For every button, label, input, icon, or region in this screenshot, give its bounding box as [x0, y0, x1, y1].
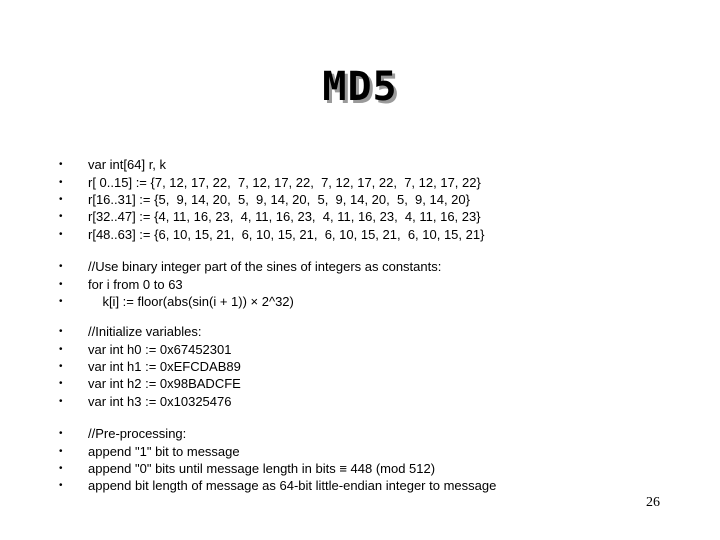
- code-line: r[48..63] := {6, 10, 15, 21, 6, 10, 15, 21, 6, 10, 15, 21, 6, 10, 15, 21}: [88, 226, 485, 242]
- bullet-icon: •: [59, 278, 63, 290]
- code-group-constants: [55, 258, 675, 310]
- list-item: [55, 191, 675, 208]
- list-item: [55, 275, 675, 292]
- code-group-round-shifts: [55, 156, 675, 243]
- page-number: 26: [646, 495, 660, 510]
- code-line: //Use binary integer part of the sines of integers as constants:: [88, 259, 442, 275]
- bullet-icon: •: [59, 295, 63, 307]
- code-line: //Pre-processing:: [88, 426, 187, 442]
- list-item: [55, 442, 675, 459]
- bullet-icon: •: [59, 445, 63, 457]
- code-line: //Initialize variables:: [88, 324, 202, 340]
- bullet-icon: •: [59, 211, 63, 223]
- bullet-icon: •: [59, 261, 63, 273]
- code-line: append "1" bit to message: [88, 443, 240, 459]
- code-group-init-variables: [55, 323, 675, 410]
- bullet-icon: •: [59, 378, 63, 390]
- list-item: [55, 460, 675, 477]
- list-item: [55, 425, 675, 442]
- list-item: [55, 375, 675, 392]
- bullet-icon: •: [59, 480, 63, 492]
- code-line: var int h3 := 0x10325476: [88, 393, 232, 409]
- list-item: [55, 358, 675, 375]
- code-line: var int h2 := 0x98BADCFE: [88, 376, 241, 392]
- code-line: k[i] := floor(abs(sin(i + 1)) × 2^32): [88, 293, 294, 309]
- bullet-icon: •: [59, 228, 63, 240]
- bullet-icon: •: [59, 462, 63, 474]
- bullet-icon: •: [59, 360, 63, 372]
- code-line: append "0" bits until message length in bits ≡ 448 (mod 512): [88, 460, 436, 476]
- code-line: r[16..31] := {5, 9, 14, 20, 5, 9, 14, 20, 5, 9, 14, 20, 5, 9, 14, 20}: [88, 191, 470, 207]
- list-item: [55, 293, 675, 310]
- list-item: [55, 340, 675, 357]
- code-line: for i from 0 to 63: [88, 276, 183, 292]
- code-line: var int h1 := 0xEFCDAB89: [88, 358, 241, 374]
- list-item: [55, 208, 675, 225]
- bullet-icon: •: [59, 428, 63, 440]
- bullet-icon: •: [59, 193, 63, 205]
- list-item: [55, 393, 675, 410]
- code-line: r[ 0..15] := {7, 12, 17, 22, 7, 12, 17, 22, 7, 12, 17, 22, 7, 12, 17, 22}: [88, 174, 481, 190]
- code-line: r[32..47] := {4, 11, 16, 23, 4, 11, 16, 23, 4, 11, 16, 23, 4, 11, 16, 23}: [88, 209, 481, 225]
- bullet-icon: •: [59, 395, 63, 407]
- list-item: [55, 477, 675, 494]
- code-line: var int[64] r, k: [88, 157, 167, 173]
- list-item: [55, 156, 675, 173]
- code-line: var int h0 := 0x67452301: [88, 341, 232, 357]
- bullet-icon: •: [59, 343, 63, 355]
- bullet-icon: •: [59, 326, 63, 338]
- list-item: [55, 323, 675, 340]
- bullet-icon: •: [59, 176, 63, 188]
- list-item: [55, 173, 675, 190]
- slide-title: MD5: [322, 64, 398, 110]
- list-item: [55, 258, 675, 275]
- code-group-preprocessing: [55, 425, 675, 495]
- bullet-icon: •: [59, 159, 63, 171]
- code-line: append bit length of message as 64-bit little-endian integer to message: [88, 478, 497, 494]
- list-item: [55, 226, 675, 243]
